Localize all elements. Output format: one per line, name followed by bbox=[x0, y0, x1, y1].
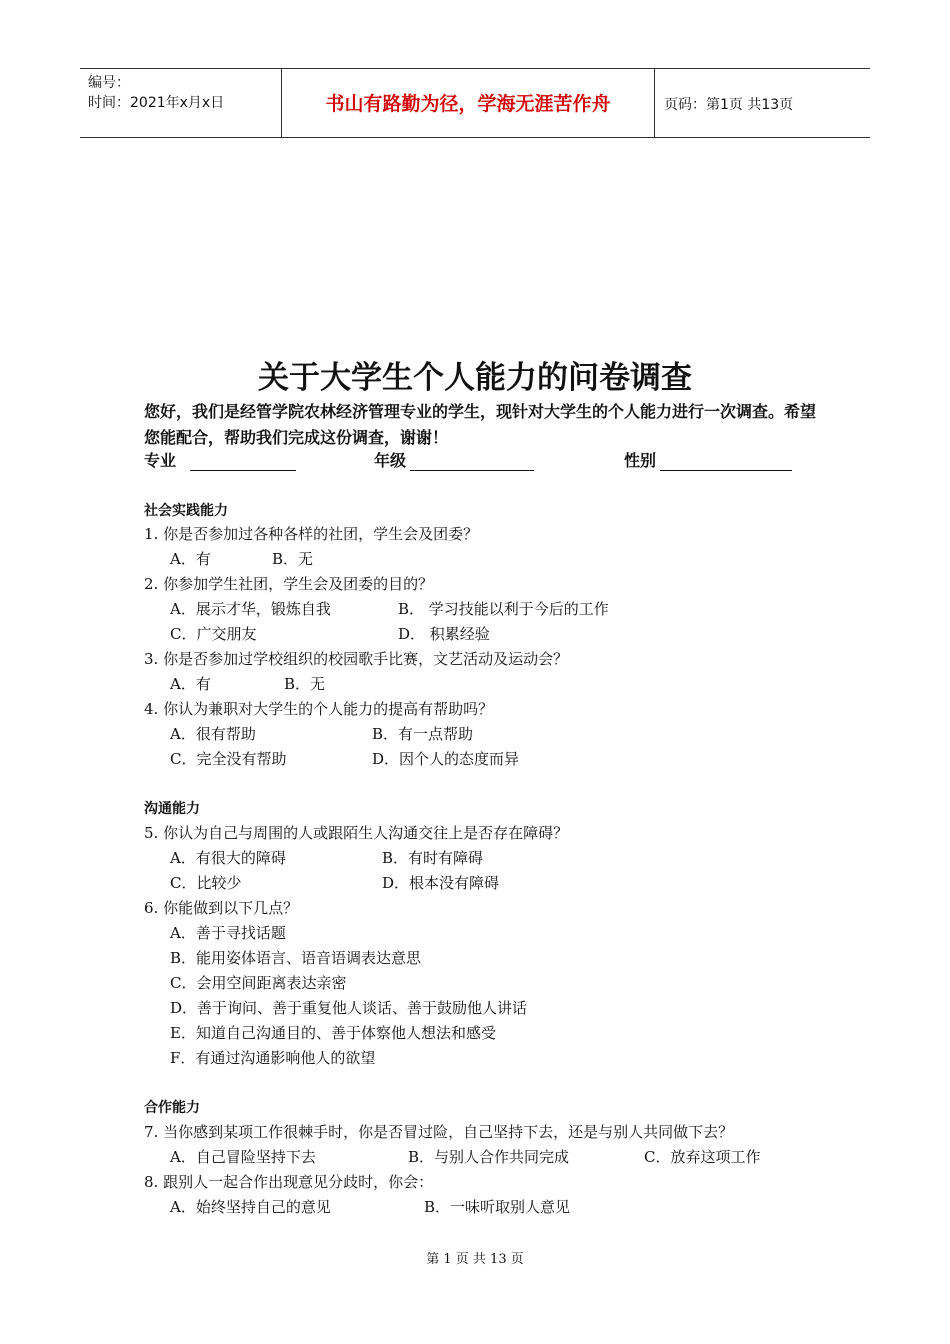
grade-field[interactable] bbox=[374, 448, 534, 471]
header-motto: 书山有路勤为径，学海无涯苦作舟 bbox=[325, 93, 611, 115]
option-text: D． 积累经验 bbox=[398, 625, 490, 643]
header-divider bbox=[654, 69, 655, 137]
option-text: F．有通过沟通影响他人的欲望 bbox=[170, 1049, 376, 1067]
time-label: 时间：2021年x月x日 bbox=[88, 95, 225, 111]
option-text: A．展示才华，锻炼自我 bbox=[170, 600, 331, 618]
option-text: B．有时有障碍 bbox=[382, 849, 484, 867]
option-text: B．有一点帮助 bbox=[372, 725, 474, 743]
option-text: D．善于询问、善于重复他人谈话、善于鼓励他人讲话 bbox=[170, 999, 528, 1017]
option-text: A．始终坚持自己的意见 bbox=[170, 1198, 331, 1216]
option-text: D．因个人的态度而异 bbox=[372, 750, 520, 768]
option-text: B． 学习技能以利于今后的工作 bbox=[398, 600, 609, 618]
question-text: 1. 你是否参加过各种各样的社团，学生会及团委？ bbox=[144, 525, 479, 543]
major-field[interactable] bbox=[144, 448, 296, 471]
option-text: A．有很大的障碍 bbox=[170, 849, 286, 867]
header-info bbox=[88, 73, 224, 113]
number-label: 编号： bbox=[88, 75, 130, 91]
section-heading: 社会实践能力 bbox=[144, 503, 228, 519]
question-text: 6. 你能做到以下几点？ bbox=[144, 899, 299, 917]
question-text: 2. 你参加学生社团，学生会及团委的目的？ bbox=[144, 575, 434, 593]
option-text: C．广交朋友 bbox=[170, 625, 257, 643]
option-text: D．根本没有障碍 bbox=[382, 874, 500, 892]
question-text: 4. 你认为兼职对大学生的个人能力的提高有帮助吗？ bbox=[144, 700, 494, 718]
major-blank[interactable] bbox=[190, 452, 296, 471]
option-text: B．无 bbox=[284, 675, 326, 693]
page-header bbox=[80, 68, 870, 138]
question-text: 7. 当你感到某项工作很棘手时，你是否冒过险，自己坚持下去，还是与别人共同做下去？ bbox=[144, 1123, 734, 1141]
question-text: 5. 你认为自己与周围的人或跟陌生人沟通交往上是否存在障碍？ bbox=[144, 824, 569, 842]
page-footer: 第 1 页 共 13 页 bbox=[426, 1252, 524, 1267]
option-text: A．有 bbox=[170, 675, 211, 693]
option-text: B．无 bbox=[272, 550, 314, 568]
header-page-info: 页码：第1页 共13页 bbox=[664, 97, 794, 113]
gender-blank[interactable] bbox=[660, 452, 792, 471]
option-text: A．自己冒险坚持下去 bbox=[170, 1148, 316, 1166]
gender-field[interactable] bbox=[624, 448, 792, 471]
major-label: 专业 bbox=[144, 451, 177, 470]
option-text: E．知道自己沟通目的、善于体察他人想法和感受 bbox=[170, 1024, 496, 1042]
option-text: B．一味听取别人意见 bbox=[424, 1198, 571, 1216]
option-text: C．会用空间距离表达亲密 bbox=[170, 974, 347, 992]
question-text: 8. 跟别人一起合作出现意见分歧时，你会： bbox=[144, 1173, 434, 1191]
option-text: A．很有帮助 bbox=[170, 725, 256, 743]
option-text: A．有 bbox=[170, 550, 211, 568]
option-text: A．善于寻找话题 bbox=[170, 924, 286, 942]
intro-text: 您好，我们是经管学院农林经济管理专业的学生，现针对大学生的个人能力进行一次调查。希望您能配合，帮助我们完成这份调查，谢谢！ bbox=[144, 402, 817, 447]
section-heading: 沟通能力 bbox=[144, 801, 200, 817]
gender-label: 性别 bbox=[624, 451, 657, 470]
option-text: C．放弃这项工作 bbox=[644, 1148, 761, 1166]
grade-blank[interactable] bbox=[410, 452, 534, 471]
section-heading: 合作能力 bbox=[144, 1100, 200, 1116]
option-text: B．能用姿体语言、语音语调表达意思 bbox=[170, 949, 422, 967]
document-title: 关于大学生个人能力的问卷调查 bbox=[258, 360, 692, 396]
option-text: C．完全没有帮助 bbox=[170, 750, 287, 768]
option-text: C．比较少 bbox=[170, 874, 242, 892]
question-text: 3. 你是否参加过学校组织的校园歌手比赛，文艺活动及运动会？ bbox=[144, 650, 569, 668]
option-text: B．与别人合作共同完成 bbox=[408, 1148, 570, 1166]
grade-label: 年级 bbox=[374, 451, 407, 470]
